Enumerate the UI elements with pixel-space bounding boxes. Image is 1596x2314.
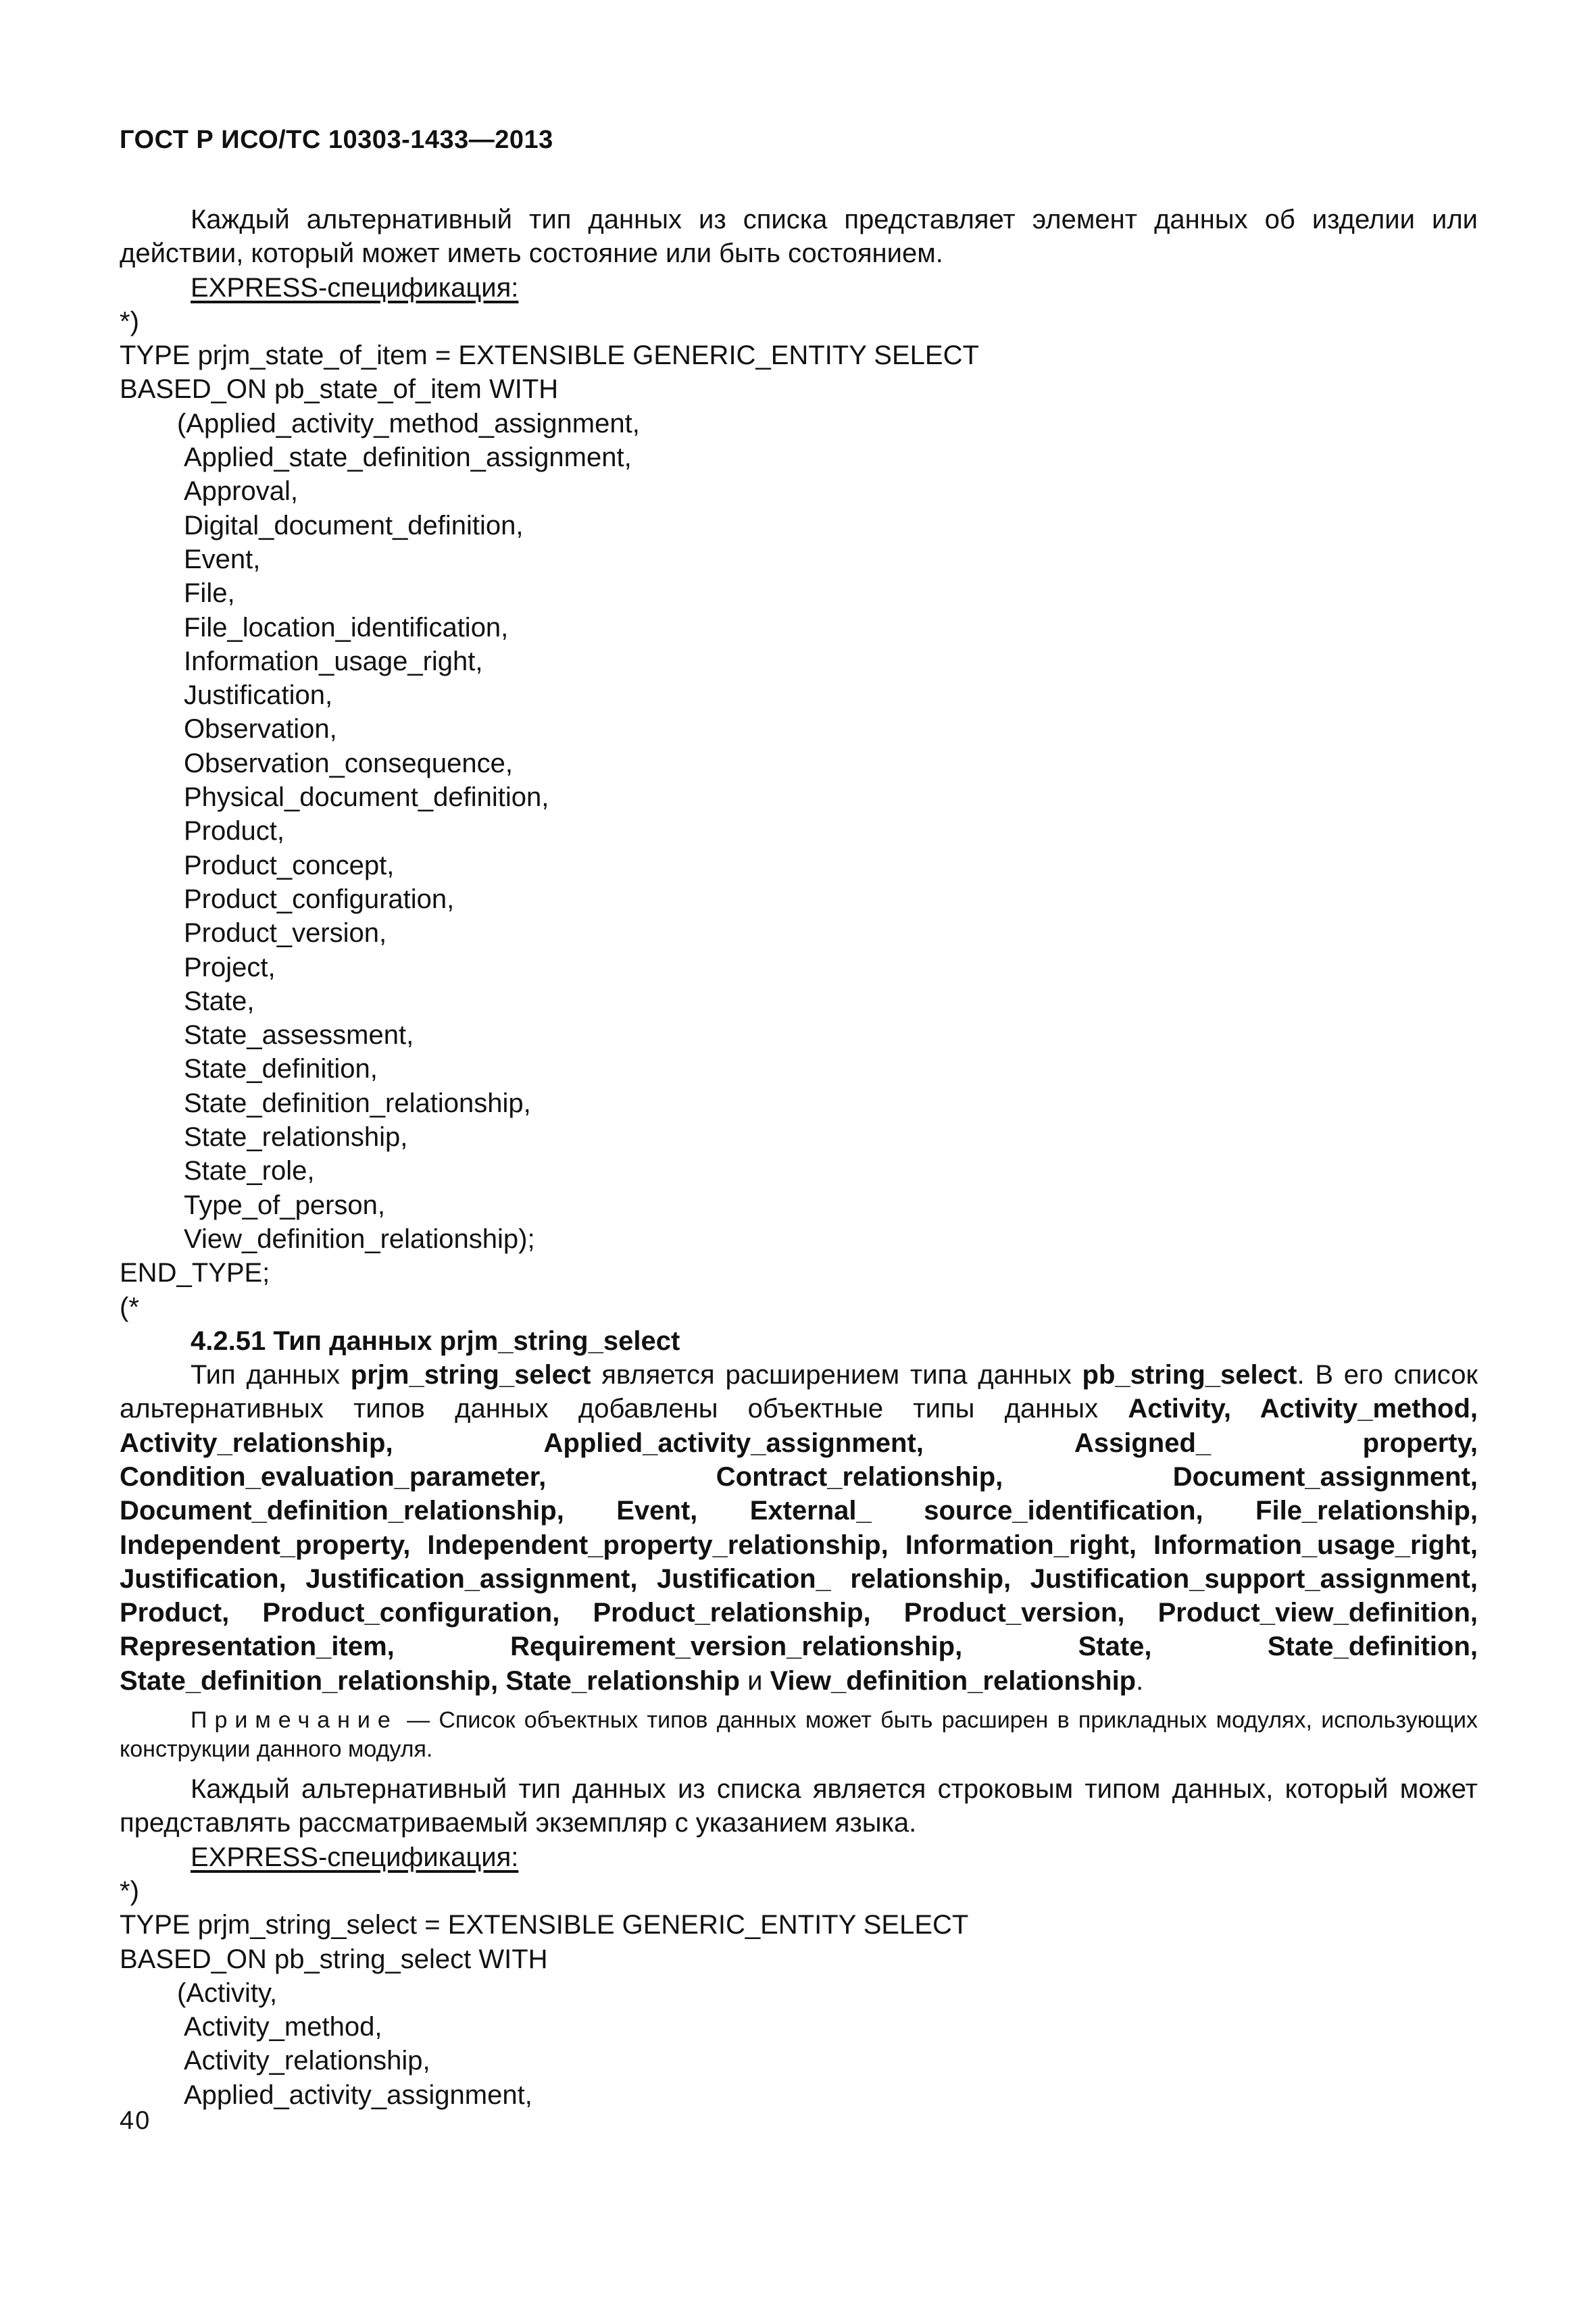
section2-based-line: BASED_ON pb_string_select WITH — [120, 1944, 548, 1974]
select-item: State_relationship, — [184, 1122, 408, 1153]
select-item: Activity_relationship, — [184, 2046, 430, 2076]
section2-open-marker: *) — [120, 1876, 139, 1906]
section1-express-label: EXPRESS-спецификация: — [191, 272, 519, 303]
section2-intro: Каждый альтернативный тип данных из списка является строковым типом данных, который может представлять рассматриваемый экземпляр с указанием языка. — [120, 1774, 1478, 1838]
select-item: Observation, — [184, 714, 337, 745]
page-number: 40 — [120, 2107, 151, 2135]
select-item: Type_of_person, — [184, 1190, 385, 1220]
section1-end-type: END_TYPE; — [120, 1258, 270, 1288]
section1-close-marker: (* — [120, 1292, 139, 1322]
select-item: State_role, — [184, 1156, 315, 1186]
select-item: (Applied_activity_method_assignment, — [177, 408, 640, 438]
section1-select-list — [120, 407, 1478, 1256]
standard-header: ГОСТ Р ИСО/ТС 10303-1433—2013 — [120, 126, 553, 154]
page-content — [120, 203, 1478, 2112]
section2-note: Примечание — Список объектных типов данных может быть расширен в прикладных модулях, использующих конструкции данного модуля. — [120, 1707, 1478, 1763]
section2-express-label: EXPRESS-спецификация: — [191, 1842, 519, 1872]
select-item: Product_concept, — [184, 850, 395, 880]
section-heading: 4.2.51 Тип данных prjm_string_select — [191, 1326, 680, 1356]
select-item: Product_version, — [184, 918, 387, 949]
select-item: State, — [184, 986, 255, 1016]
select-item: View_definition_relationship); — [184, 1224, 535, 1254]
select-item: File, — [184, 578, 235, 609]
select-item: Digital_document_definition, — [184, 510, 524, 540]
section1-open-marker: *) — [120, 306, 139, 336]
select-item: Justification, — [184, 680, 333, 711]
select-item: File_location_identification, — [184, 612, 509, 643]
select-item: Physical_document_definition, — [184, 782, 549, 813]
select-item: Observation_consequence, — [184, 748, 513, 778]
select-item: (Activity, — [177, 1978, 278, 2008]
select-item: Project, — [184, 952, 276, 982]
select-item: Information_usage_right, — [184, 646, 483, 676]
select-item: Product_configuration, — [184, 884, 455, 914]
section1-type-line: TYPE prjm_state_of_item = EXTENSIBLE GENERIC_ENTITY SELECT — [120, 341, 979, 371]
select-item: Event, — [184, 544, 261, 574]
select-item: State_assessment, — [184, 1020, 414, 1051]
select-item: Approval, — [184, 476, 298, 507]
section1-intro: Каждый альтернативный тип данных из списка представляет элемент данных об изделии или действии, который может иметь состояние или быть состоянием. — [120, 205, 1478, 269]
select-item: Applied_state_definition_assignment, — [184, 443, 632, 473]
select-item: State_definition, — [184, 1054, 378, 1084]
select-item: Applied_activity_assignment, — [184, 2080, 532, 2110]
section2-type-line: TYPE prjm_string_select = EXTENSIBLE GENERIC_ENTITY SELECT — [120, 1910, 969, 1940]
section2-select-list — [120, 1976, 1478, 2112]
select-item: State_definition_relationship, — [184, 1088, 531, 1118]
section1-based-line: BASED_ON pb_state_of_item WITH — [120, 374, 559, 405]
section2-description: Тип данных prjm_string_select является расширением типа данных pb_string_select. В его список альтернативных типов данных добавлены объектные типы данных Activity, Activity_method, Activity_relationship, Applied_activity_assignment, Assigned_ property, Condition_evaluation_parameter, Contract_relationship, Document_assignment, Document_definition_relationship, Event, External_ source_identification, File_relationship, Independent_property, Independent_property_relationship, Information_right, Information_usage_right, Justification, Justification_assignment, Justification_ relationship, Justification_support_assignment, Product, Product_configuration, Product_relationship, Product_version, Product_view_definition, Representation_item, Requirement_version_relationship, State, State_definition, State_definition_relationship, State_relationship и View_definition_relationship. — [120, 1360, 1478, 1696]
select-item: Product, — [184, 816, 284, 847]
select-item: Activity_method, — [184, 2012, 382, 2042]
